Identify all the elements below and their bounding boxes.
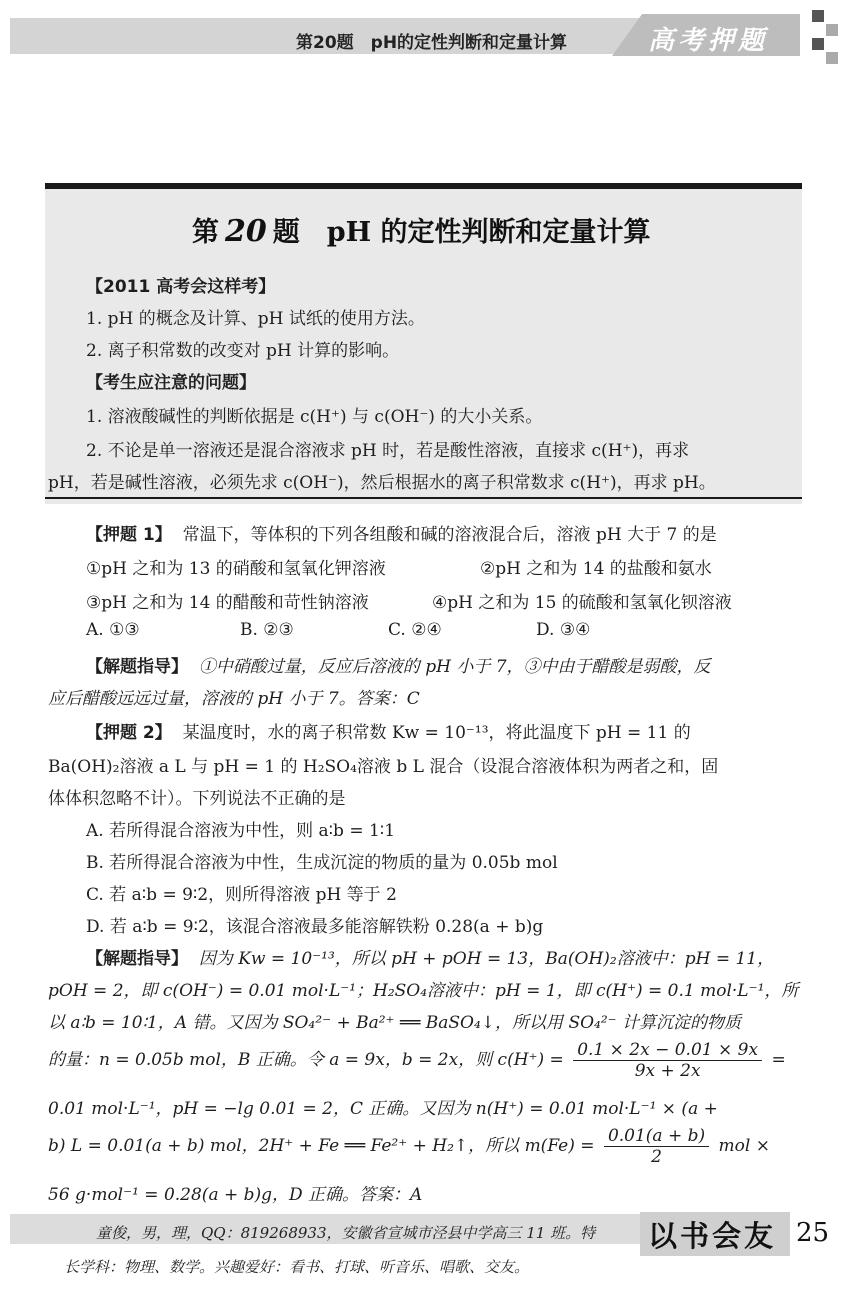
question-2-guide-cont [48, 1126, 770, 1167]
question-2-guide-cont: 以 a∶b = 10∶1，A 错。又因为 SO₄²⁻ + Ba²⁺ ══ BaSO₄↓，所以用 SO₄²⁻ 计算沉淀的物质 [48, 1013, 742, 1033]
chapter-title [192, 210, 651, 249]
question-2-stem-cont: Ba(OH)₂溶液 a L 与 pH = 1 的 H₂SO₄溶液 b L 混合（设混合溶液体积为两者之和，固 [48, 757, 719, 777]
guide-text: 的量：n = 0.05b mol，B 正确。令 a = 9x，b = 2x，则 c(H⁺) = [48, 1050, 564, 1070]
decor-square [812, 38, 824, 50]
question-2-choice-c: C. 若 a∶b = 9∶2，则所得溶液 pH 等于 2 [86, 885, 397, 905]
question-1-choice-d: D. ③④ [536, 620, 591, 640]
question-1-guide [86, 652, 711, 677]
question-1-stem [86, 520, 717, 545]
chapter-bottom-rule [45, 497, 802, 499]
footer-brand: 以书会友 [648, 1219, 777, 1253]
chapter-note: pH，若是碱性溶液，必须先求 c(OH⁻)，然后根据水的离子积常数求 c(H⁺)，再求 pH。 [48, 473, 716, 493]
chapter-item: 2. 离子积常数的改变对 pH 计算的影响。 [86, 341, 400, 361]
decor-square [826, 24, 838, 36]
fraction-denominator: 2 [651, 1147, 662, 1167]
question-1-guide-cont: 应后醋酸远远过量，溶液的 pH 小于 7。答案：C [48, 689, 420, 709]
question-1-choice-b: B. ②③ [240, 620, 294, 640]
question-label: 【押题 2】 [86, 723, 172, 743]
decor-square [812, 10, 824, 22]
guide-label: 【解题指导】 [86, 657, 188, 677]
chapter-title-number: 20 [225, 214, 267, 249]
section-heading: 【2011 高考会这样考】 [86, 277, 276, 297]
question-stem-text: 常温下，等体积的下列各组酸和碱的溶液混合后，溶液 pH 大于 7 的是 [182, 525, 717, 545]
question-2-guide-cont: 56 g·mol⁻¹ = 0.28(a + b)g，D 正确。答案：A [48, 1185, 423, 1205]
question-1-option: ③pH 之和为 14 的醋酸和苛性钠溶液 [86, 593, 369, 613]
question-2-choice-b: B. 若所得混合溶液为中性，生成沉淀的物质的量为 0.05b mol [86, 853, 558, 873]
fraction-denominator: 9x + 2x [634, 1061, 701, 1081]
question-2-choice-d: D. 若 a∶b = 9∶2，该混合溶液最多能溶解铁粉 0.28(a + b)g [86, 917, 544, 937]
question-2-stem-cont: 体体积忽略不计）。下列说法不正确的是 [48, 789, 346, 809]
fraction-mass [604, 1126, 709, 1167]
question-stem-text: 某温度时，水的离子积常数 Kw = 10⁻¹³，将此温度下 pH = 11 的 [182, 723, 691, 743]
header-series-title: 高考押题 [648, 26, 769, 56]
chapter-note: 1. 溶液酸碱性的判断依据是 c(H⁺) 与 c(OH⁻) 的大小关系。 [86, 407, 543, 427]
question-1-choice-a: A. ①③ [86, 620, 140, 640]
footer-author-line: 童俊，男，理，QQ：819268933，安徽省宣城市泾县中学高三 11 班。特 [96, 1224, 596, 1242]
question-1-option: ④pH 之和为 15 的硫酸和氢氧化钡溶液 [432, 593, 732, 613]
question-2-stem [86, 718, 691, 743]
guide-label: 【解题指导】 [86, 949, 188, 969]
question-1-option: ②pH 之和为 14 的盐酸和氨水 [480, 559, 712, 579]
question-2-guide-cont [48, 1040, 786, 1081]
fraction-numerator: 0.01(a + b) [604, 1126, 709, 1147]
fraction-numerator: 0.1 × 2x − 0.01 × 9x [573, 1040, 762, 1061]
header-section-title: 第20题 pH的定性判断和定量计算 [296, 33, 568, 53]
fraction-concentration [573, 1040, 762, 1081]
chapter-title-suffix: 题 pH 的定性判断和定量计算 [272, 217, 651, 248]
question-1-option: ①pH 之和为 13 的硝酸和氢氧化钾溶液 [86, 559, 386, 579]
question-1-choice-c: C. ②④ [388, 620, 442, 640]
guide-text: mol × [718, 1136, 770, 1156]
footer-author-line: 长学科：物理、数学。兴趣爱好：看书、打球、听音乐、唱歌、交友。 [64, 1258, 530, 1276]
guide-text: 因为 Kw = 10⁻¹³，所以 pH + pOH = 13，Ba(OH)₂溶液中：pH = 11， [198, 949, 775, 969]
chapter-note: 2. 不论是单一溶液还是混合溶液求 pH 时，若是酸性溶液，直接求 c(H⁺)，再求 [86, 441, 690, 461]
question-2-guide-cont: pOH = 2，即 c(OH⁻) = 0.01 mol·L⁻¹；H₂SO₄溶液中：pH = 1，即 c(H⁺) = 0.1 mol·L⁻¹，所 [48, 981, 799, 1001]
chapter-item: 1. pH 的概念及计算、pH 试纸的使用方法。 [86, 309, 425, 329]
question-label: 【押题 1】 [86, 525, 172, 545]
guide-text: = [771, 1050, 786, 1070]
question-2-guide [86, 944, 774, 969]
decor-square [826, 52, 838, 64]
guide-text: b) L = 0.01(a + b) mol，2H⁺ + Fe ══ Fe²⁺ + H₂↑，所以 m(Fe) = [48, 1136, 595, 1156]
guide-text: ①中硝酸过量，反应后溶液的 pH 小于 7，③中由于醋酸是弱酸，反 [198, 657, 711, 677]
chapter-title-prefix: 第 [192, 217, 219, 248]
question-2-choice-a: A. 若所得混合溶液为中性，则 a∶b = 1∶1 [86, 821, 396, 841]
section-heading: 【考生应注意的问题】 [86, 373, 256, 393]
page-number: 25 [796, 1218, 830, 1248]
question-2-guide-cont: 0.01 mol·L⁻¹，pH = −lg 0.01 = 2，C 正确。又因为 n(H⁺) = 0.01 mol·L⁻¹ × (a + [48, 1099, 718, 1119]
